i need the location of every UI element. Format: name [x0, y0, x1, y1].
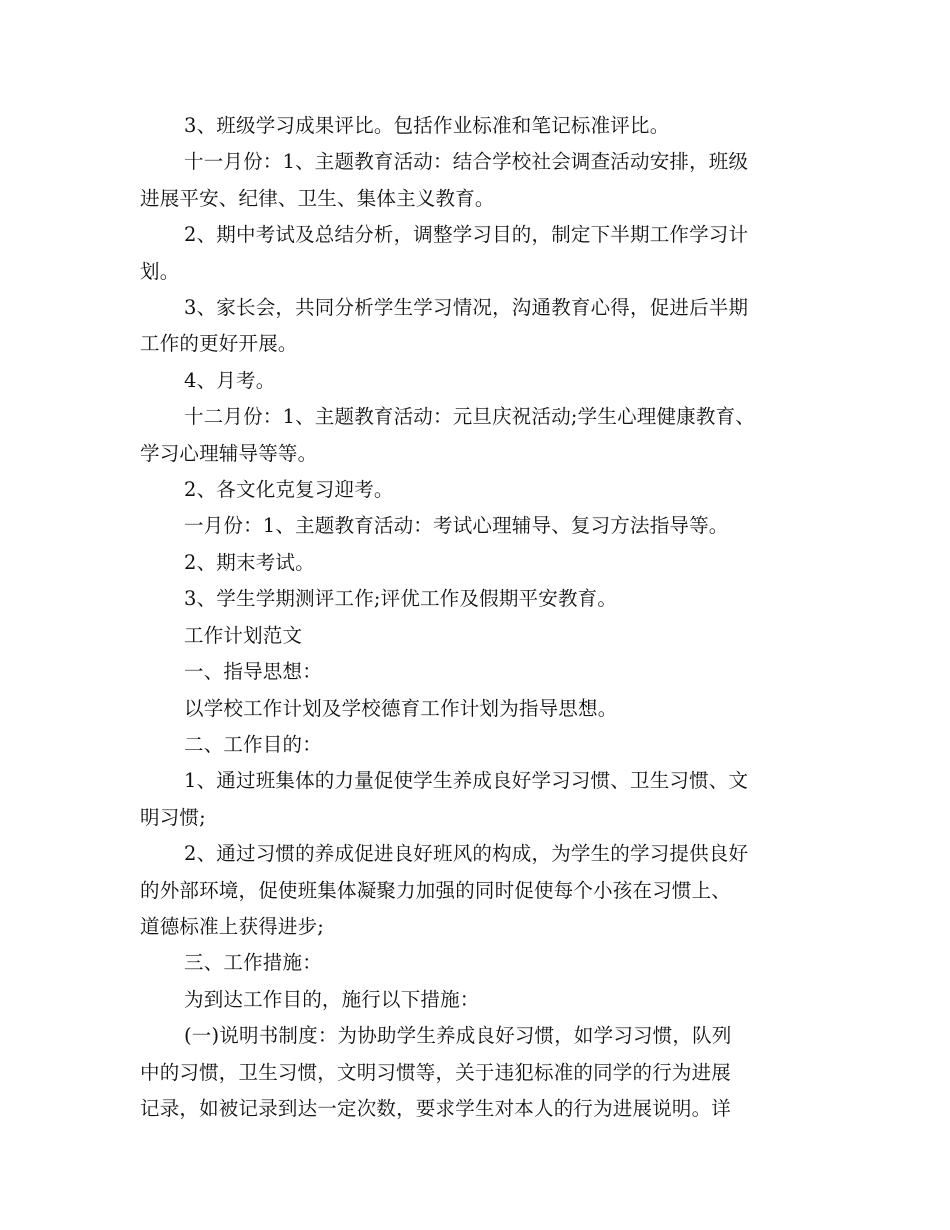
text-line: 以学校工作计划及学校德育工作计划为指导思想。	[184, 696, 618, 720]
text-line: 一月份：1、主题教育活动：考试心理辅导、复习方法指导等。	[184, 514, 729, 538]
text-line: 2、期末考试。	[184, 550, 315, 574]
text-line: 道德标准上获得进步;	[140, 914, 325, 938]
text-line: 3、学生学期测评工作;评优工作及假期平安教育。	[184, 587, 618, 611]
text-line: (一)说明书制度：为协助学生养成良好习惯，如学习习惯，队列	[184, 1024, 732, 1048]
text-line: 学习心理辅导等等。	[140, 441, 318, 465]
text-line: 1、通过班集体的力量促使学生养成良好学习习惯、卫生习惯、文	[184, 769, 749, 793]
section-heading: 二、工作目的：	[184, 732, 322, 756]
text-line: 2、期中考试及总结分析，调整学习目的，制定下半期工作学习计	[184, 223, 749, 247]
text-line: 十一月份：1、主题教育活动：结合学校社会调查活动安排，班级	[184, 150, 749, 174]
text-line: 中的习惯，卫生习惯，文明习惯等，关于违犯标准的同学的行为进展	[140, 1060, 732, 1084]
text-line: 十二月份：1、主题教育活动：元旦庆祝活动;学生心理健康教育、	[184, 405, 755, 429]
text-line: 工作的更好开展。	[140, 332, 298, 356]
text-line: 3、班级学习成果评比。包括作业标准和笔记标准评比。	[184, 114, 670, 137]
text-line: 2、各文化克复习迎考。	[184, 478, 394, 502]
section-title: 工作计划范文	[184, 623, 303, 647]
section-heading: 三、工作措施：	[184, 951, 322, 975]
text-line: 记录，如被记录到达一定次数，要求学生对本人的行为进展说明。详	[140, 1096, 732, 1120]
text-line: 2、通过习惯的养成促进良好班风的构成，为学生的学习提供良好	[184, 842, 749, 866]
text-line: 划。	[140, 259, 180, 283]
text-line: 3、家长会，共同分析学生学习情况，沟通教育心得，促进后半期	[184, 296, 749, 320]
text-line: 进展平安、纪律、卫生、集体主义教育。	[140, 186, 495, 210]
text-line: 的外部环境，促使班集体凝聚力加强的同时促使每个小孩在习惯上、	[140, 878, 732, 902]
text-line: 为到达工作目的，施行以下措施：	[184, 987, 480, 1011]
section-heading: 一、指导思想：	[184, 660, 322, 684]
text-line: 明习惯;	[140, 805, 206, 829]
text-line: 4、月考。	[184, 368, 276, 392]
document-body	[140, 108, 830, 1127]
